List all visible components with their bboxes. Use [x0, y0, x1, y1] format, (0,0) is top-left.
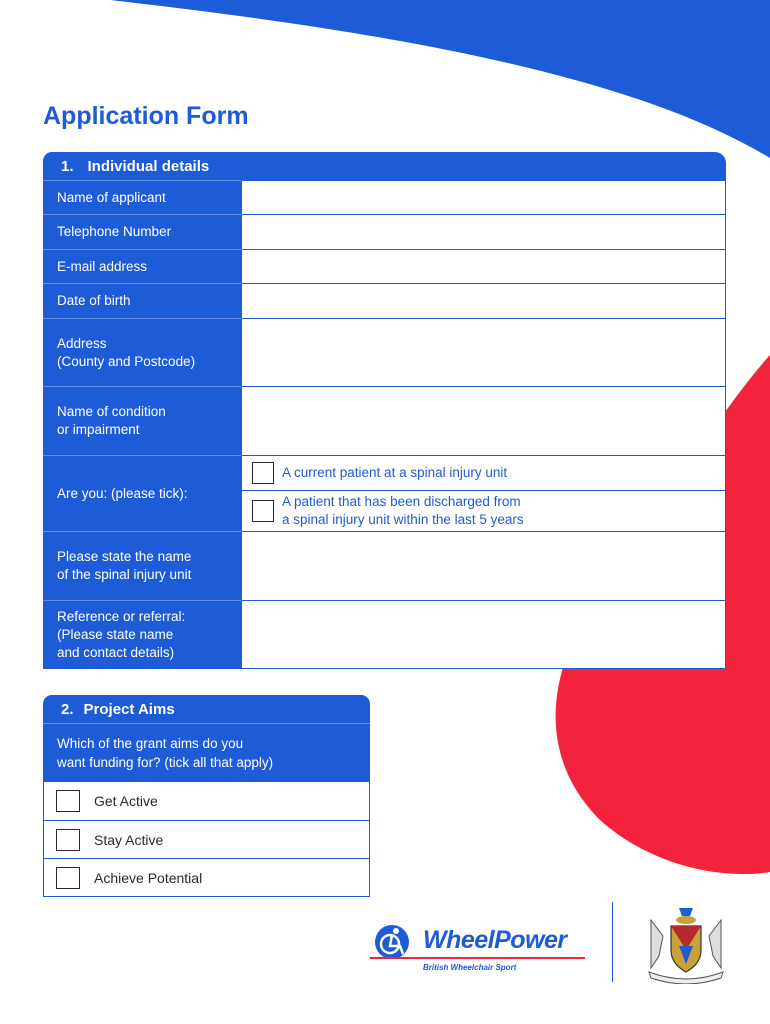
individual-details-section: [43, 152, 726, 669]
date-of-birth-field[interactable]: [242, 283, 726, 318]
grant-aims-question: Which of the grant aims do you want funding for? (tick all that apply): [43, 723, 370, 782]
email-row: [43, 249, 726, 283]
section-number: 1.: [61, 157, 74, 175]
date-of-birth-row: [43, 283, 726, 318]
section-heading: Project Aims: [83, 700, 175, 718]
wheelpower-logo: [370, 922, 585, 974]
section-header: [43, 152, 726, 180]
address-field[interactable]: [242, 318, 726, 386]
section-heading: Individual details: [87, 157, 210, 175]
field-label: Name of applicant: [43, 180, 242, 214]
field-label: Are you: (please tick):: [43, 455, 242, 531]
reference-row: [43, 600, 726, 669]
aim-label: Get Active: [94, 793, 158, 809]
current-patient-checkbox[interactable]: [252, 462, 274, 484]
telephone-row: [43, 214, 726, 249]
aim-stay-active: [43, 821, 370, 859]
discharged-patient-checkbox[interactable]: [252, 500, 274, 522]
field-label: Address (County and Postcode): [43, 318, 242, 386]
stay-active-checkbox[interactable]: [56, 829, 80, 851]
logo-tagline: British Wheelchair Sport: [423, 963, 517, 972]
aim-achieve-potential: [43, 859, 370, 897]
blue-swoosh: [110, 0, 770, 158]
aim-label: Achieve Potential: [94, 869, 203, 886]
condition-field[interactable]: [242, 386, 726, 455]
page-title: Application Form: [43, 102, 249, 130]
coat-of-arms-icon: [643, 906, 729, 984]
option-label: A patient that has been discharged from a spinal injury unit within the last 5 years: [282, 494, 524, 527]
reference-field[interactable]: [242, 600, 726, 669]
aim-label: Stay Active: [94, 831, 164, 848]
get-active-checkbox[interactable]: [56, 790, 80, 812]
logo-wordmark: WheelPower: [423, 926, 567, 954]
email-field[interactable]: [242, 249, 726, 283]
current-patient-option: [242, 455, 725, 490]
field-label: Name of condition or impairment: [43, 386, 242, 455]
telephone-field[interactable]: [242, 214, 726, 249]
address-row: [43, 318, 726, 386]
section-number: 2.: [61, 700, 74, 718]
field-label: Telephone Number: [43, 214, 242, 249]
section-header: [43, 695, 370, 723]
condition-row: [43, 386, 726, 455]
applicant-name-row: [43, 180, 726, 214]
field-label: E-mail address: [43, 249, 242, 283]
applicant-name-field[interactable]: [242, 180, 726, 214]
are-you-row: [43, 455, 726, 531]
field-label: Date of birth: [43, 283, 242, 318]
patient-status-options: [242, 455, 726, 531]
spinal-unit-field[interactable]: [242, 531, 726, 600]
option-label: A current patient at a spinal injury unit: [282, 465, 508, 480]
footer-divider: [612, 902, 613, 982]
field-label: Please state the name of the spinal injury unit: [43, 531, 242, 600]
project-aims-section: [43, 695, 370, 897]
achieve-potential-checkbox[interactable]: [56, 867, 80, 889]
spinal-unit-row: [43, 531, 726, 600]
aim-get-active: [43, 782, 370, 821]
discharged-patient-option: [242, 490, 725, 531]
field-label: Reference or referral: (Please state name and contact details): [43, 600, 242, 669]
